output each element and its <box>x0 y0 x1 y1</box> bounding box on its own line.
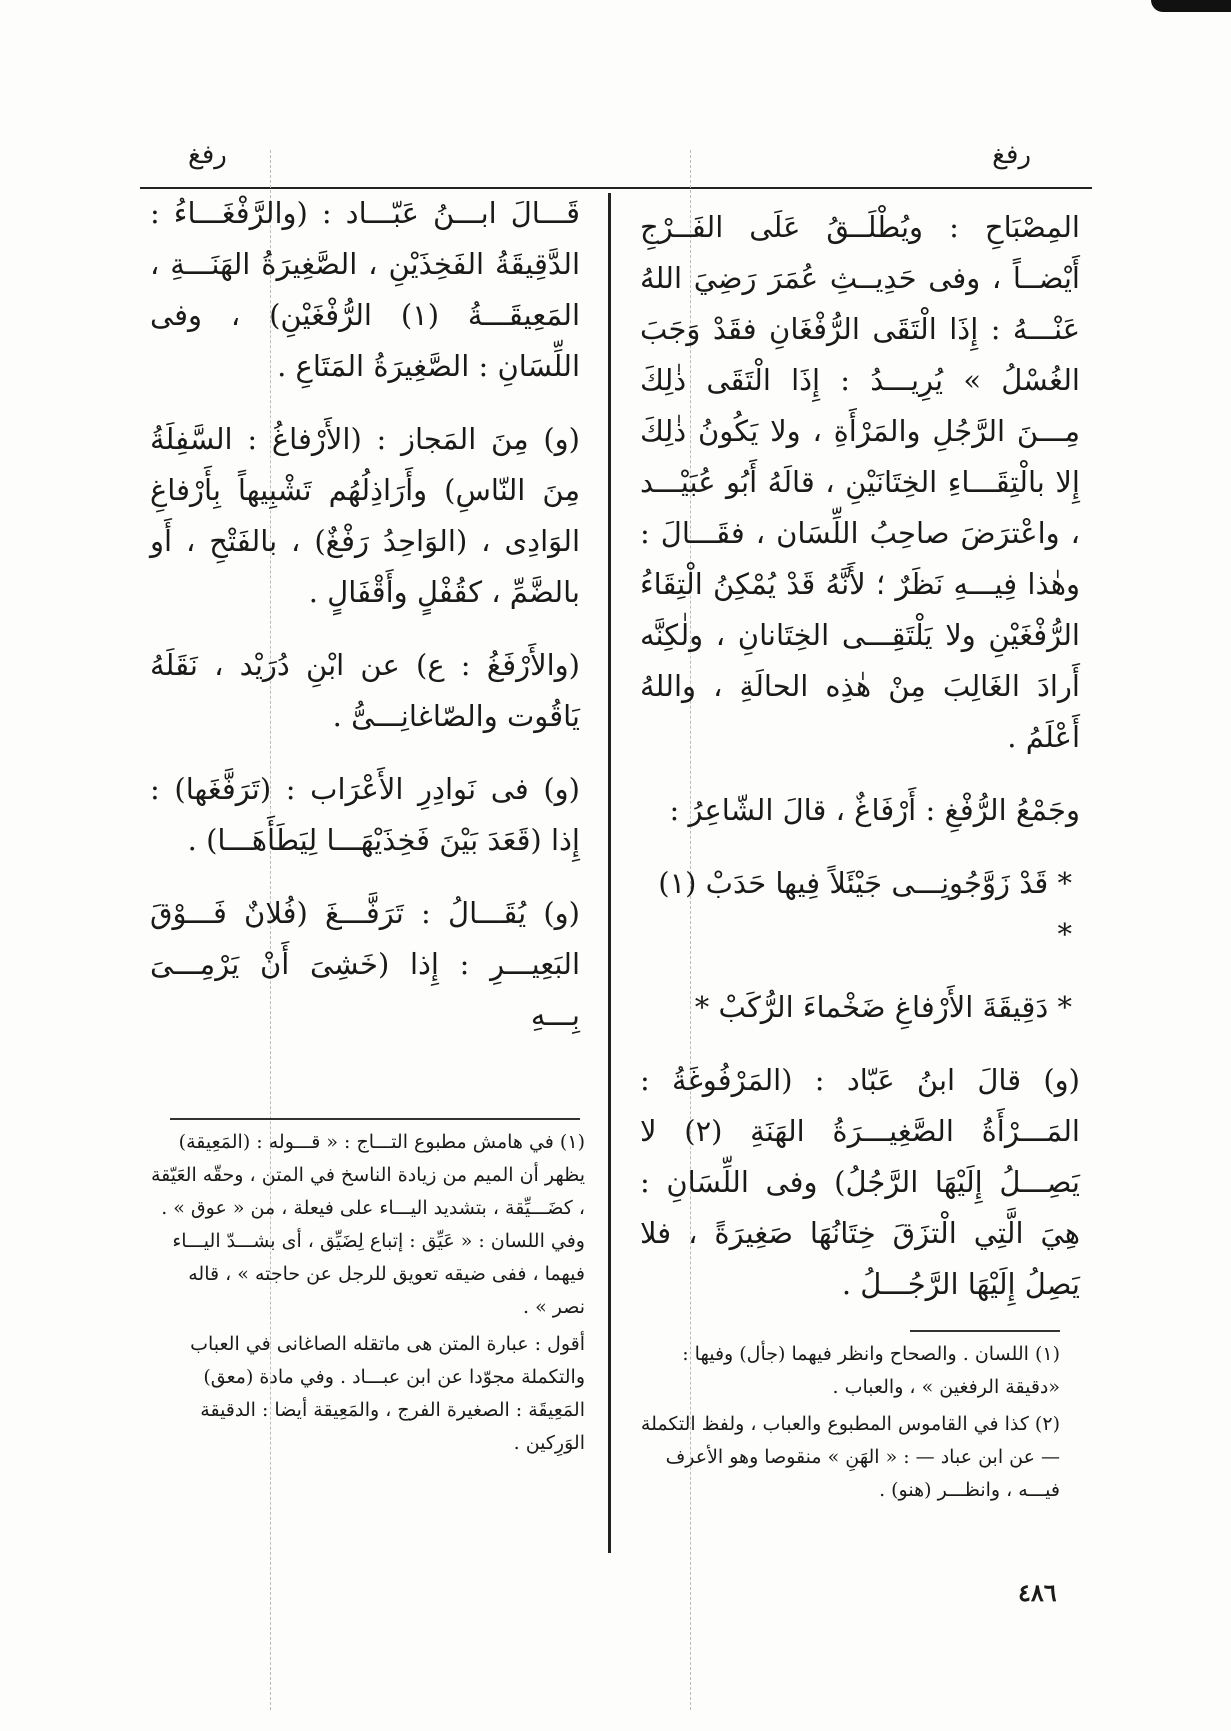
column-divider <box>608 193 611 1553</box>
verse-line-2: * دَقِيقَةَ الأَرْفاغِ ضَخْماءَ الرُّكَبْ * <box>694 990 1072 1024</box>
footnote-left-1: (١) في هامش مطبوع التـــاج : « قـــوله : (المَعِيقة) يظهر أن الميم من زيادة الناسخ في المتن ، وحقّه العَيّقة ، كضَـــيِّقة ، بتشديد اليـــاء على فيعلة ، من « عوق » . وفي اللسان : « عَيِّق : إتباع لِضَيِّق ، أى بشـــدّ اليـــاء فيهما ، ففى ضيقه تعويق للرجل عن حاجته » ، قاله نصر » . <box>150 1131 585 1318</box>
scan-corner-mark <box>1151 0 1231 12</box>
left-paragraph-1: قَـــالَ ابـــنُ عَبّـــاد : (والرَّفْغَـــاءُ : الدَّقِيقَةُ الفَخِذَيْنِ ، الصَّغِيرَةُ الهَنَـــةِ ، المَعِيقَـــةُ (١) الرُّفْغَيْنِ) ، وفى اللِّسَانِ : الصَّغِيرَةُ المَتَاعِ . <box>150 196 581 383</box>
footnote-right-1: (١) اللسان . والصحاح وانظر فيهما (جأل) وفيها : «دقيقة الرفغين » ، والعباب . <box>682 1343 1060 1398</box>
verse-line-1: * قَدْ زَوَّجُونِـــى جَيْئَلاً فِيها حَدَبْ (١) * <box>658 866 1072 951</box>
left-paragraph-3: (والأَرْفَغُ : ع) عن ابْنِ دُرَيْد ، نَقَلَهُ يَاقُوت والصّاغانِـــىُّ . <box>150 648 580 733</box>
header-left-word: رفغ <box>188 140 227 170</box>
left-footnotes <box>150 1118 585 1464</box>
header-right-word: رفغ <box>992 140 1031 170</box>
footnote-rule <box>170 1118 580 1120</box>
footnote-left-2: أقول : عبارة المتن هى ماتقله الصاغانى في العباب والتكملة مجوّدا عن ابن عبـــاد . وفي مادة (معق) المَعِيقَة : الصغيرة الفرج ، والمَعِيقة أيضا : الدقيقة الوَرِكين . <box>190 1333 585 1454</box>
left-paragraph-4: (و) فى نَوادِرِ الأَعْرَاب : (تَرَفَّغَها) : إِذا (قَعَدَ بَيْنَ فَخِذَيْهَـــا لِيَطَأَهَـــا) . <box>150 772 580 857</box>
right-footnotes <box>630 1330 1060 1511</box>
page-number: ٤٨٦ <box>1018 1578 1057 1607</box>
right-paragraph-3: (و) قالَ ابنُ عَبّاد : (المَرْفُوغَةُ : المَـــرْأَةُ الصَّغِيـــرَةُ الهَنَةِ (٢) لا يَصِـــلُ إِلَيْهَا الرَّجُلُ) وفى اللِّسَانِ : هِيَ الَّتِي الْتزَقَ خِتَانُهَا صَغِيرَةً ، فلا يَصِلُ إِلَيْهَا الرَّجُـــلُ . <box>640 1063 1080 1301</box>
right-paragraph-2: وجَمْعُ الرُّفْغِ : أَرْفَاغٌ ، قالَ الشّاعِرُ : <box>669 793 1080 827</box>
left-paragraph-5: (و) يُقَـــالُ : تَرَفَّـــغَ (فُلانٌ فَـــوْقَ البَعِيـــرِ : إِذا (خَشِىَ أَنْ يَرْمِـــىَ بِـــهِ <box>150 896 580 1032</box>
footnote-right-2: (٢) كذا في القاموس المطبوع والعباب ، ولفظ التكملة — عن ابن عباد — : « الهَنِ » منقوصا وهو الأعرف فيـــه ، وانظـــر (هنو) . <box>640 1413 1060 1501</box>
right-paragraph-1: المِصْبَاحِ : ويُطْلَــقُ عَلَى الفَــرْجِ أَيْضــاً ، وفى حَدِيــثِ عُمَرَ رَضِيَ اللهُ عَنْـــهُ : إِذَا الْتَقَى الرُّفْغَانِ فقَدْ وَجَبَ الغُسْلُ » يُرِيـــدُ : إِذَا الْتَقَى ذٰلِكَ مِـــنَ الرَّجُلِ والمَرْأَةِ ، ولا يَكُونُ ذٰلِكَ إِلا بالْتِقَـــاءِ الخِتَانَيْنِ ، قالَهُ أَبُو عُبَيْـــد ، واعْترَضَ صاحِبُ اللِّسَان ، فقَـــالَ : وهٰذا فِيـــهِ نَظَرٌ ؛ لأَنَّهُ قَدْ يُمْكِنُ الْتِقَاءُ الرُّفْغَيْنِ ولا يَلْتَقِـــى الخِتَانانِ ، ولٰكِنَّه أَرادَ الغَالِبَ مِنْ هٰذِه الحالَةِ ، واللهُ أَعْلَمُ . <box>640 210 1080 754</box>
footnote-rule <box>910 1330 1060 1332</box>
left-paragraph-2: (و) مِنَ المَجاز : (الأَرْفاغُ : السَّفِلَةُ مِنَ النّاسِ) وأَرَاذِلُهُم تَشْبِيهاً بِأَرْفاغِ الوَادِى ، (الوَاحِدُ رَفْغٌ) ، بالفَتْحِ ، أَو بالضَّمِّ ، كقُفْلٍ وأَقْفَالٍ . <box>150 422 580 609</box>
left-column <box>150 188 580 1063</box>
right-column <box>640 202 1080 1332</box>
